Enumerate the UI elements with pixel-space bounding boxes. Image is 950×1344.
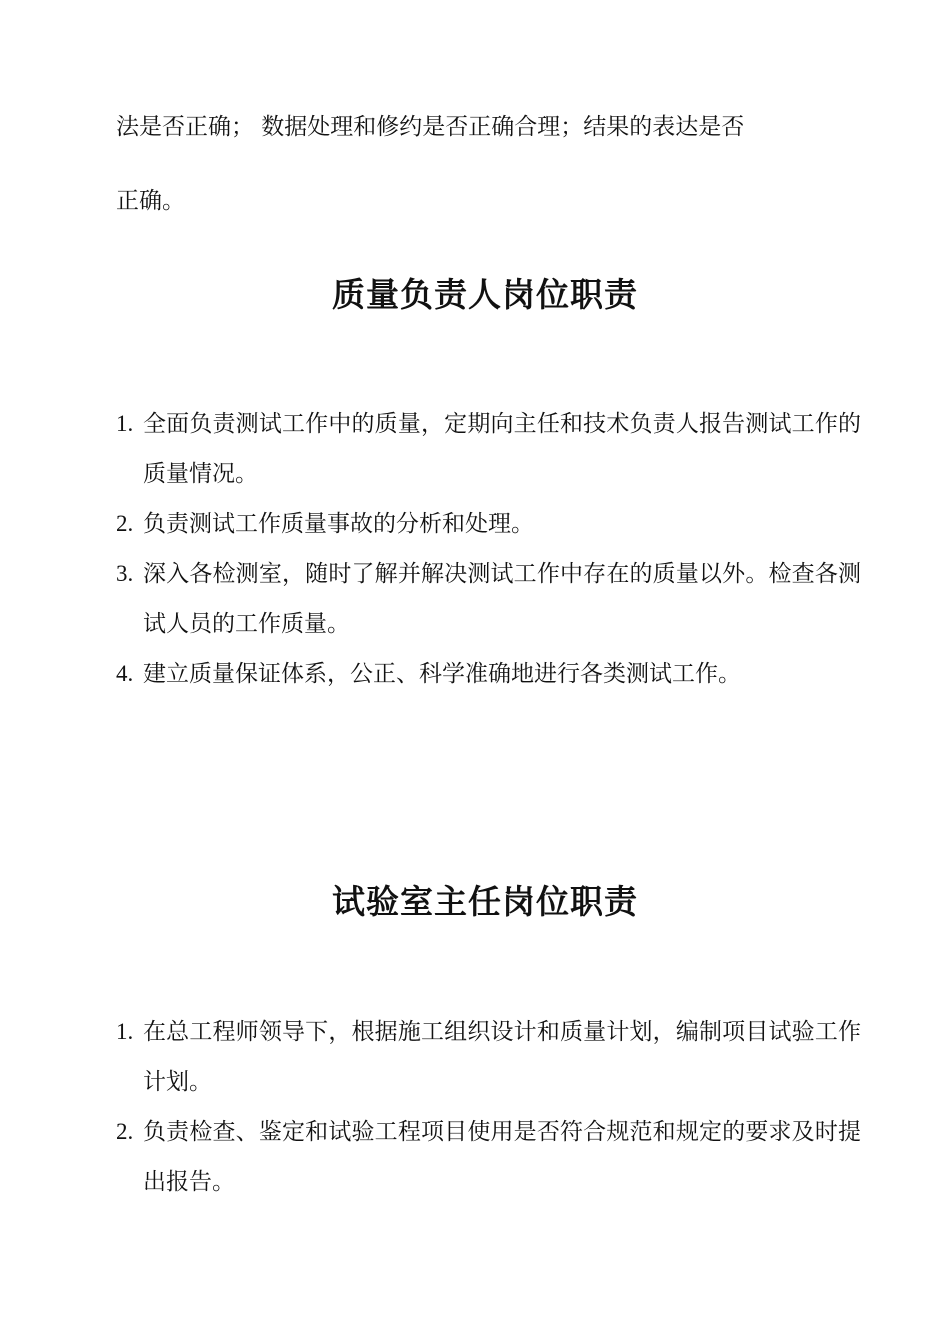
list-item-number: 2. xyxy=(116,511,134,536)
lab-director-duties-list xyxy=(116,1007,861,1207)
list-item xyxy=(116,649,861,699)
list-item-text: 建立质量保证体系，公正、科学准确地进行各类测试工作。 xyxy=(143,661,741,687)
quality-manager-duties-list xyxy=(116,399,861,699)
list-item xyxy=(116,499,861,549)
list-item-text: 负责检查、鉴定和试验工程项目使用是否符合规范和规定的要求及时提出报告。 xyxy=(143,1119,861,1195)
list-item xyxy=(116,1007,861,1107)
intro-text-line-1: 法是否正确； 数据处理和修约是否正确合理；结果的表达是否 xyxy=(116,114,745,140)
list-item-number: 3. xyxy=(116,561,134,586)
list-item-text: 深入各检测室，随时了解并解决测试工作中存在的质量以外。检查各测试人员的工作质量。 xyxy=(143,561,861,637)
list-item-number: 1. xyxy=(116,1019,134,1044)
list-item-text: 全面负责测试工作中的质量，定期向主任和技术负责人报告测试工作的质量情况。 xyxy=(143,411,861,487)
list-item-number: 2. xyxy=(116,1119,134,1144)
list-item xyxy=(116,1107,861,1207)
list-item-text: 负责测试工作质量事故的分析和处理。 xyxy=(143,511,534,537)
list-item-number: 4. xyxy=(116,661,134,686)
list-item-number: 1. xyxy=(116,411,134,436)
list-item xyxy=(116,399,861,499)
list-item-text: 在总工程师领导下，根据施工组织设计和质量计划，编制项目试验工作计划。 xyxy=(143,1019,861,1095)
intro-text-line-2: 正确。 xyxy=(116,188,185,214)
list-item xyxy=(116,549,861,649)
section-title-quality-manager: 质量负责人岗位职责 xyxy=(332,275,638,314)
section-title-lab-director: 试验室主任岗位职责 xyxy=(332,882,638,921)
